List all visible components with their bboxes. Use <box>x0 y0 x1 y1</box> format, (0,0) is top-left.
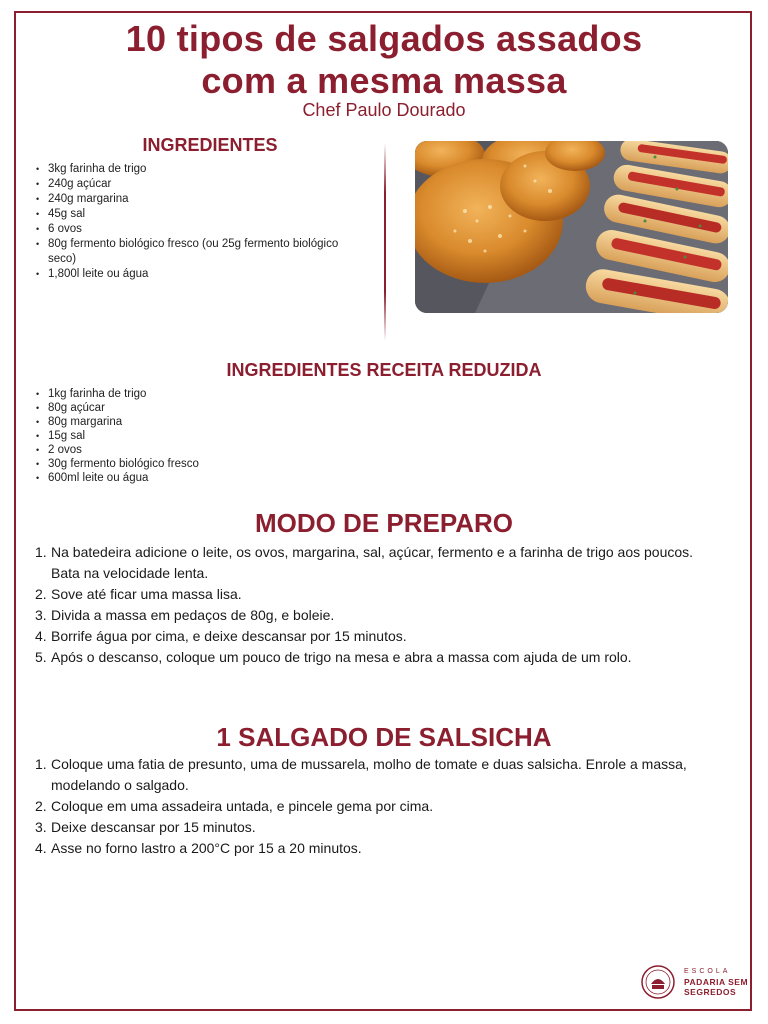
logo-name <box>684 977 748 997</box>
list-item: • 6 ovos <box>36 222 356 237</box>
page-title <box>0 18 768 102</box>
list-item: • 2 ovos <box>36 443 356 457</box>
logo-line-3: SEGREDOS <box>684 987 737 997</box>
list-item: • 80g açúcar <box>36 401 356 415</box>
salsicha-steps <box>35 754 725 859</box>
salgados-image <box>415 141 728 313</box>
step-item: 3. Deixe descansar por 15 minutos. <box>35 819 256 835</box>
list-item: • 1kg farinha de trigo <box>36 387 356 401</box>
salgados-photo <box>415 141 728 313</box>
list-item: • 80g margarina <box>36 415 356 429</box>
logo-line-1: ESCOLA <box>684 968 731 975</box>
list-item: • 240g margarina <box>36 192 356 207</box>
ingredients-list <box>36 162 356 282</box>
ingredients-heading: INGREDIENTES <box>142 135 278 155</box>
list-item: • 80g fermento biológico fresco (ou 25g fermento biológico seco) <box>36 237 356 267</box>
step-item: 3. Divida a massa em pedaços de 80g, e boleie. <box>35 607 335 623</box>
school-logo <box>640 964 750 1000</box>
preparation-heading: MODO DE PREPARO <box>254 508 514 538</box>
list-item: • 600ml leite ou água <box>36 471 356 485</box>
seal-icon <box>640 964 676 1000</box>
reduced-ingredients-heading: INGREDIENTES RECEITA REDUZIDA <box>226 360 542 380</box>
preparation-steps <box>35 542 725 668</box>
vertical-divider <box>384 143 386 341</box>
list-item: • 240g açúcar <box>36 177 356 192</box>
step-item: 4. Borrife água por cima, e deixe descansar por 15 minutos. <box>35 628 407 644</box>
chef-name: Chef Paulo Dourado <box>302 100 466 120</box>
list-item: • 3kg farinha de trigo <box>36 162 356 177</box>
title-line-2: com a mesma massa <box>201 60 567 101</box>
list-item: • 15g sal <box>36 429 356 443</box>
list-item: • 1,800l leite ou água <box>36 267 356 282</box>
list-item: • 30g fermento biológico fresco <box>36 457 356 471</box>
list-item: • 45g sal <box>36 207 356 222</box>
salsicha-heading: 1 SALGADO DE SALSICHA <box>216 722 552 752</box>
step-item: 2. Coloque em uma assadeira untada, e pincele gema por cima. <box>35 798 434 814</box>
step-item: 1. Na batedeira adicione o leite, os ovos, margarina, sal, açúcar, fermento e a farinha de trigo aos poucos. Bata na velocidade lenta. <box>35 544 694 581</box>
title-line-1: 10 tipos de salgados assados <box>125 18 643 59</box>
step-item: 5. Após o descanso, coloque um pouco de trigo na mesa e abra a massa com ajuda de um rolo. <box>35 649 632 665</box>
step-item: 1. Coloque uma fatia de presunto, uma de mussarela, molho de tomate e duas salsicha. Enrole a massa, modelando o salgado. <box>35 756 687 793</box>
logo-line-2: PADARIA SEM <box>684 977 749 987</box>
step-item: 4. Asse no forno lastro a 200°C por 15 a 20 minutos. <box>35 840 362 856</box>
step-item: 2. Sove até ficar uma massa lisa. <box>35 586 242 602</box>
reduced-ingredients-list <box>36 387 356 485</box>
